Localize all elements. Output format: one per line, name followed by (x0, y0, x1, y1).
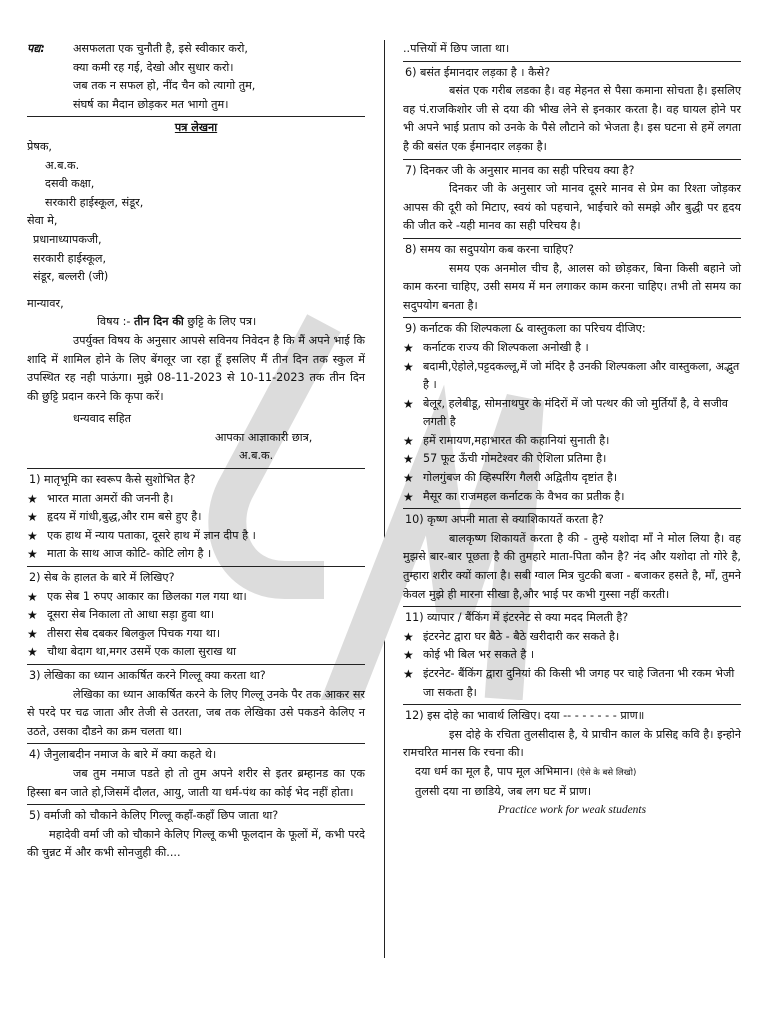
doha-note: (ऐसे के बसे लिखो) (576, 767, 637, 778)
star-bullet-icon: ★ (27, 626, 38, 641)
bullet-text: दूसरा सेब निकाला तो आधा सड़ा हुवा था। (47, 608, 215, 622)
question-heading: 12) इस दोहे का भावार्थ लिखिए। दया -- - - - - - - प्राण॥ (405, 709, 645, 723)
section-rule (27, 468, 365, 469)
star-bullet-icon: ★ (27, 608, 38, 623)
bullet-text: बेलूर, हलेबीडू, सोमनाथपुर के मंदिरों में जो पत्थर की जो मुर्तियाँ है, वे सजीव लगती है (423, 396, 729, 429)
section-rule (403, 317, 741, 318)
bullet-text: इंटरनेट- बैंकिंग द्वारा दुनियां की किसी भी जगह पर चाहे जितना भी रकम भेजी जा सकता है। (423, 667, 735, 699)
subject-line (27, 313, 365, 332)
doha-text: दया धर्म का मूल है, पाप मूल अभिमान। (415, 764, 574, 778)
list-item (27, 508, 365, 527)
thanks-line: धन्यवाद सहित (73, 412, 132, 426)
star-bullet-icon: ★ (27, 645, 38, 660)
star-bullet-icon: ★ (403, 629, 414, 644)
bullet-text: गोलगुंबज की व्हिस्परिंग गैलरी अद्वितीय दृष्टांत है। (423, 471, 618, 485)
doha-line (403, 763, 741, 783)
star-bullet-icon: ★ (403, 396, 414, 411)
section-rule (403, 606, 741, 607)
section-rule (403, 508, 741, 509)
poem-line: क्या कमी रह गई, देखो और सुधार करो। (73, 60, 234, 74)
bullet-text: हमें रामायण,महाभारत की कहानियां सुनाती है। (423, 433, 610, 447)
list-item (27, 588, 365, 607)
poem-block (27, 40, 365, 114)
sender-label: प्रेषक, (27, 139, 52, 153)
recipient-line: प्रधानाध्यापकजी, (33, 232, 102, 246)
question-heading: 3) लेखिका का ध्यान आकर्षित करने गिल्लू क्या करता था? (29, 669, 266, 682)
star-bullet-icon: ★ (27, 491, 38, 506)
bullet-text: एक सेब 1 रुपए आकार का छिलका गल गया था। (47, 589, 247, 603)
section-rule (27, 664, 365, 665)
sender-line: सरकारी हाईस्कूल, संडूर, (45, 195, 144, 209)
star-bullet-icon: ★ (403, 433, 414, 448)
question-heading: 7) दिनकर जी के अनुसार मानव का सही परिचय क्या है? (405, 163, 635, 177)
question-heading: 4) जैनुलाबदीन नमाज के बारे में क्या कहते थे। (29, 748, 217, 762)
bullet-text: 57 फूट ऊँची गोमटेश्वर की ऐशिला प्रतिमा है। (423, 452, 607, 466)
list-item (403, 646, 741, 665)
subject-rest: छुट्टि के लिए पत्र। (183, 315, 257, 329)
list-item (27, 527, 365, 546)
poem-line: असफलता एक चुनौती है, इसे स्वीकार करो, (73, 42, 248, 55)
left-column (27, 40, 365, 863)
section-rule (403, 238, 741, 239)
question-heading: 11) व्यापार / बैंकिंग में इंटरनेट से क्या मदद मिलती है? (405, 611, 629, 625)
sender-line: दसवी कक्षा, (45, 177, 95, 191)
list-item (403, 358, 741, 395)
list-item (403, 665, 741, 702)
list-item (403, 628, 741, 647)
bullet-text: चौथा बेदाग था,मगर उसमें एक काला सुराख था (47, 645, 237, 659)
section-rule (403, 61, 741, 62)
poem-line: जब तक न सफल हो, नींद चैन को त्यागो तुम, (73, 79, 256, 93)
star-bullet-icon: ★ (403, 489, 414, 504)
bullet-text: कर्नाटक राज्य की शिल्पकला अनोखी है । (423, 340, 589, 354)
bullet-text: एक हाथ में न्याय पताका, दूसरे हाथ में ज्ञान दीप है । (47, 528, 256, 542)
section-rule (27, 743, 365, 744)
poem-line: संघर्ष का मैदान छोड़कर मत भागो तुम। (73, 97, 229, 111)
list-item (403, 450, 741, 469)
section-rule (403, 704, 741, 705)
recipient-line: संडूर, बल्लरी (जी) (33, 270, 109, 284)
bullet-text: मैसूर का राजमहल कर्नाटक के वैभव का प्रतीक है। (423, 489, 625, 503)
poem-label: पद्य: (27, 42, 45, 55)
answer-text: बसंत एक गरीब लडका है। वह मेहनत से पैसा कमाना सोचता है। इसलिए वह पं.राजकिशोर जी से दया की भीख लेने से इनकार करता है। वह घायल होने पर भी अपने भाई प्रताप को उनके के पैसे लौटाने को भेजता है। इस घटना से हमें लगता है की बसंत एक ईमानदार लड़का है। (403, 84, 741, 153)
list-item (27, 606, 365, 625)
signature-name: अ.ब.क. (239, 449, 274, 463)
bullet-text: कोई भी बिल भर सकते है । (423, 648, 535, 662)
bullet-text: भारत माता अमरों की जननी है। (47, 491, 174, 505)
section-rule (403, 159, 741, 160)
letter-title: पत्र लेखना (174, 121, 218, 135)
section-rule (27, 116, 365, 117)
question-heading: 9) कर्नाटक की शिल्पकला & वास्तुकला का परिचय दीजिए: (405, 322, 646, 336)
star-bullet-icon: ★ (27, 547, 38, 562)
doha-line: तुलसी दया ना छाडिये, जब लग घट में प्राण। (415, 784, 592, 798)
sender-line: अ.ब.क. (45, 158, 80, 172)
star-bullet-icon: ★ (27, 528, 38, 543)
answer-text: महादेवी वर्मा जी को चौकाने केलिए गिल्लू कभी फूलदान के फूलों में, कभी परदे की चुन्नट में और कभी सोनजुही की.... (27, 827, 365, 860)
subject-bold: तीन दिन की (134, 315, 184, 329)
answer-text: इस दोहे के रचिता तुलसीदास है, ये प्राचीन काल के प्रसिद्द कवि है। इन्होने रामचरित मानस कि रचना की। (403, 727, 741, 760)
star-bullet-icon: ★ (403, 471, 414, 486)
star-bullet-icon: ★ (403, 648, 414, 663)
answer-text: समय एक अनमोल चीच है, आलस को छोड़कर, बिना किसी बहाने जो काम करना चाहिए, उसी समय में मन लगाकर काम करना चाहिए। तभी तो समय का सदुपयोग बनता है। (403, 261, 741, 312)
column-divider (384, 40, 385, 958)
letter-body: उपर्युक्त विषय के अनुसार आपसे सविनय निवेदन है कि मैं अपने भाई कि शादि में शामिल होने के लिए बेंगलूर जा रहा हूँ इसलिए मैं तीन दिन तक स्कुल में उपस्थित रह नही पाऊंगा। मुझे 08-11-2023 से 10-11-2023 तक तीन दिन की छुट्टि प्रदान करने कि कृपा करें। (27, 333, 365, 403)
to-label: सेवा मे, (27, 214, 58, 228)
list-item (403, 432, 741, 451)
list-item (403, 488, 741, 507)
question-heading: 2) सेब के हालत के बारे में लिखिए? (29, 571, 175, 585)
bullet-text: इंटरनेट द्वारा घर बैठे - बैठे खरीदारी कर सकते है। (423, 629, 620, 643)
star-bullet-icon: ★ (27, 589, 38, 604)
bullet-text: हृदय में गांधी,बुद्ध,और राम बसे हुए है। (47, 510, 202, 524)
salutation: मान्यावर, (27, 296, 64, 310)
right-column (403, 40, 741, 820)
star-bullet-icon: ★ (403, 667, 414, 681)
section-rule (27, 566, 365, 567)
continuation-text: ..पत्तियों में छिप जाता था। (403, 42, 510, 55)
list-item (27, 545, 365, 564)
star-bullet-icon: ★ (403, 359, 414, 374)
recipient-line: सरकारी हाईस्कूल, (33, 251, 107, 265)
star-bullet-icon: ★ (403, 340, 414, 355)
section-rule (27, 804, 365, 805)
list-item (27, 490, 365, 509)
list-item (403, 395, 741, 432)
list-item (27, 643, 365, 662)
question-heading: 8) समय का सदुपयोग कब करना चाहिए? (405, 242, 574, 256)
list-item (27, 625, 365, 644)
question-heading: 10) कृष्ण अपनी माता से क्याशिकायतें करता है? (405, 513, 604, 527)
answer-text: दिनकर जी के अनुसार जो मानव दूसरे मानव से प्रेम का रिश्ता जोड़कर आपस की दूरी को मिटाए, स्वयं को पहचाने, भाईचारे को समझे और बुद्धी पर हृदय की जीत करे -यही मानव का सही परिचय है। (403, 182, 741, 233)
question-heading: 1) मातृभूमि का स्वरूप कैसे सुशोभित है? (29, 473, 196, 487)
answer-text: बालकृष्ण शिकायतें करता है की - तुम्हे यशोदा माँ ने मोल लिया है। वह मुझसे बार-बार पूछता है की तुमहारे माता-पिता कौन है? नंद और यशोदा तो गोरे है, तुम्हारा शरीर क्यों काला है। सबी ग्वाल मित्र चुटकी बजा - बजाकर हसते है, माँ, तुमने केवल मुझे ही मारना सीखा है,और भाई पर कभी गुस्सा नहीं करती। (403, 531, 741, 601)
question-heading: 6) बसंत ईमानदार लड़का है । कैसे? (405, 65, 551, 79)
bullet-text: तीसरा सेब दबकर बिलकुल पिचक गया था। (47, 626, 221, 640)
list-item (403, 469, 741, 488)
footer-note: Practice work for weak students (497, 804, 647, 817)
answer-text: लेखिका का ध्यान आकर्षित करने के लिए गिल्लू उनके पैर तक आकर सर से परदे पर चढ जाता और तेजी से उतरता, जब तक लेखिका उसे पकडने केलिए न उठते, उसका दौडने का क्रम चलता था। (27, 687, 365, 738)
signature-line: आपका आज्ञाकारी छात्र, (215, 430, 313, 444)
list-item (403, 339, 741, 358)
subject-prefix: विषय :- (97, 315, 134, 329)
bullet-text: माता के साथ आज कोटि- कोटि लोग है । (47, 547, 212, 561)
letter-block (27, 119, 365, 466)
star-bullet-icon: ★ (27, 510, 38, 525)
star-bullet-icon: ★ (403, 452, 414, 467)
bullet-text: बदामी,ऐहोले,पट्टदकल्लू,में जो मंदिर है उनकी शिल्पकला और वास्तुकला, अद्भुत है । (423, 359, 740, 392)
answer-text: जब तुम नमाज पडते हो तो तुम अपने शरीर से इतर ब्रम्हानड का एक हिस्सा बन जाते हो,जिसमें दौलत, आयु, जाती या धर्म-पंथ का कोई भेद नहीं होता। (27, 766, 365, 799)
question-heading: 5) वर्माजी को चौकाने केलिए गिल्लू कहाँ-कहाँ छिप जाता था? (29, 809, 279, 823)
